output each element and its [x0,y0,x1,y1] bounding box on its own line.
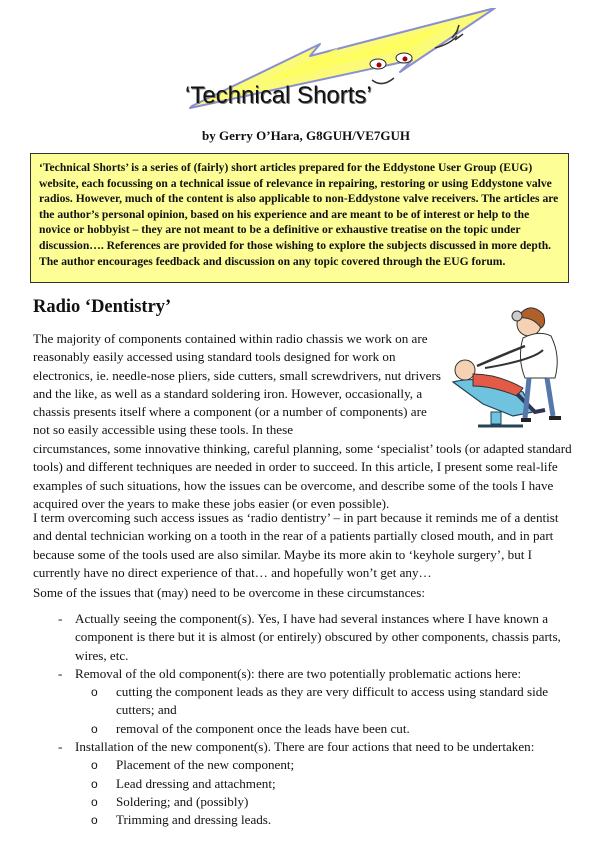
sub-bullet: o [91,813,98,828]
section-title: Radio ‘Dentistry’ [33,297,172,317]
list-dash: - [58,611,63,626]
sub-bullet: o [91,685,98,700]
sub-list-item [33,683,578,720]
sub-list-item [33,775,578,793]
sub-bullet: o [91,794,98,809]
paragraph-2: I term overcoming such access issues as ‘radio dentistry’ – in part because it reminds me of a dentist and dental technician working on a tooth in the rear of a patients partially closed mouth, and in part because some of the tools used are also similar. Maybe its more akin to ‘keyhole surgery’, but I currently have no direct experience of that… and hopefully won’t get any… [33,510,559,580]
sub-bullet: o [91,776,98,791]
list-item-text: Actually seeing the component(s). Yes, I have had several instances where I have known a component is there but it is almost (or entirely) obscured by other components, chassis parts, wires, etc. [75,611,561,663]
sub-item-text: Placement of the new component; [116,757,295,773]
intro-box [30,153,569,283]
issues-list [33,610,578,830]
list-dash: - [58,665,63,681]
list-item-text: Removal of the old component(s): there are two potentially problematic actions here: [75,665,522,681]
list-item-text: Installation of the new component(s). There are four actions that need to be undertaken: [75,739,535,755]
sub-list-item [33,811,578,829]
list-item [33,738,578,756]
sub-item-text: Soldering; and (possibly) [116,793,249,809]
sub-list-item [33,720,578,738]
list-item [33,610,578,665]
paragraph-1-bottom: circumstances, some innovative thinking, careful planning, some ‘specialist’ tools (or adapted standard tools) and different techniques are needed in order to succeed. In this article, I present some real-life examples of such situations, how the issues can be overcome, and describe some of the tools I have acquired over the years to make these jobs easier (or even possible). [33,441,572,511]
list-dash: - [58,739,63,755]
author-byline: by Gerry O’Hara, G8GUH/VE7GUH [202,128,410,143]
sub-list-item [33,793,578,811]
sub-item-text: removal of the component once the leads have been cut. [116,720,410,736]
sub-bullet: o [91,758,98,773]
paragraph-3: Some of the issues that (may) need to be overcome in these circumstances: [33,585,425,600]
sub-bullet: o [91,721,98,736]
dentist-illustration [443,294,573,430]
list-item [33,665,578,683]
sub-item-text: cutting the component leads as they are very difficult to access using standard side cutters; and [116,684,549,718]
sub-item-text: Lead dressing and attachment; [116,775,276,791]
sub-item-text: Trimming and dressing leads. [116,812,272,828]
intro-text: ‘Technical Shorts’ is a series of (fairly) short articles prepared for the Eddystone User Group (EUG) website, each focussing on a technical issue of relevance in repairing, restoring or using Eddystone valve radios. However, much of the content is also applicable to non-Eddystone valve receivers. The articles are the author’s personal opinion, based on his experience and are meant to be of interest or help to the novice or hobbyist – they are not meant to be a definitive or exhaustive treatise on the topic under discussion…. References are provided for those wishing to explore the subjects discussed in more depth. The author encourages feedback and discussion on any topic covered through the EUG forum. [39,161,559,268]
paragraph-1-top: The majority of components contained within radio chassis we work on are reasonably easily accessed using standard tools designed for work on electronics, ie. needle-nose pliers, side cutters, small screwdrivers, nut drivers and the like, as well as a standard soldering iron. However, occasionally, a chassis presents itself where a component (or a number of components) are not so easily accessible using these tools. In these [33,331,441,438]
sub-list-item [33,756,578,774]
page-title: ‘Technical Shorts’ [185,82,372,109]
